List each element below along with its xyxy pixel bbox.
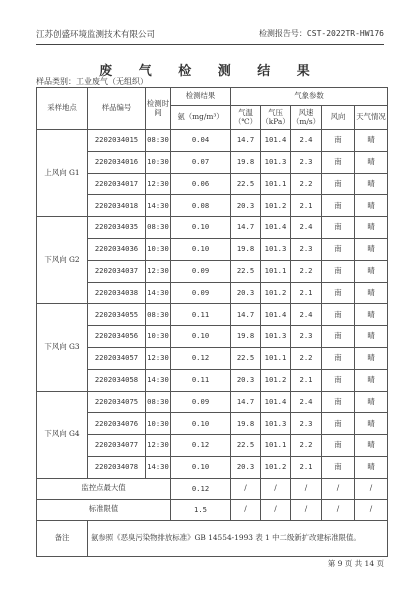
wind-direction: 南 bbox=[322, 260, 355, 282]
wind-speed: 2.3 bbox=[291, 413, 322, 435]
wind-direction: 南 bbox=[322, 282, 355, 304]
table-row bbox=[37, 217, 388, 239]
pressure: 101.1 bbox=[261, 260, 291, 282]
temperature: 22.5 bbox=[231, 173, 261, 195]
table-row bbox=[37, 347, 388, 369]
wind-speed: 2.3 bbox=[291, 238, 322, 260]
table-row bbox=[37, 456, 388, 478]
pressure: 101.3 bbox=[261, 238, 291, 260]
note-text: 氨参照《恶臭污染物排放标准》GB 14554-1993 表 1 中二级新扩改建标准限值。 bbox=[88, 520, 388, 556]
temperature: 20.3 bbox=[231, 282, 261, 304]
sample-time: 12:30 bbox=[146, 435, 171, 457]
wind-direction: 南 bbox=[322, 173, 355, 195]
wind-speed: 2.3 bbox=[291, 151, 322, 173]
wind-speed: 2.4 bbox=[291, 130, 322, 152]
sample-code: 2202034057 bbox=[88, 347, 146, 369]
temperature: 20.3 bbox=[231, 456, 261, 478]
table-row bbox=[37, 413, 388, 435]
wind-direction: 南 bbox=[322, 326, 355, 348]
weather: 晴 bbox=[355, 217, 388, 239]
col-weather-group: 气象参数 bbox=[231, 88, 388, 106]
ammonia-value: 0.10 bbox=[171, 413, 231, 435]
wind-speed: 2.4 bbox=[291, 391, 322, 413]
table-row bbox=[37, 238, 388, 260]
weather: 晴 bbox=[355, 304, 388, 326]
limit-slash: / bbox=[291, 499, 322, 520]
max-label: 监控点最大值 bbox=[37, 478, 171, 499]
temperature: 19.8 bbox=[231, 413, 261, 435]
wind-speed: 2.4 bbox=[291, 217, 322, 239]
wind-speed: 2.3 bbox=[291, 326, 322, 348]
temperature: 19.8 bbox=[231, 238, 261, 260]
max-row bbox=[37, 478, 388, 499]
ammonia-value: 0.11 bbox=[171, 304, 231, 326]
sample-code: 2202034035 bbox=[88, 217, 146, 239]
col-temp: 气温（℃） bbox=[231, 106, 261, 130]
pressure: 101.2 bbox=[261, 282, 291, 304]
wind-direction: 南 bbox=[322, 217, 355, 239]
limit-slash: / bbox=[322, 499, 355, 520]
sample-code: 2202034017 bbox=[88, 173, 146, 195]
ammonia-value: 0.12 bbox=[171, 435, 231, 457]
weather: 晴 bbox=[355, 260, 388, 282]
wind-direction: 南 bbox=[322, 304, 355, 326]
wind-speed: 2.2 bbox=[291, 260, 322, 282]
wind-speed: 2.1 bbox=[291, 195, 322, 217]
sample-time: 08:30 bbox=[146, 130, 171, 152]
col-wind-speed: 风速（m/s） bbox=[291, 106, 322, 130]
weather: 晴 bbox=[355, 413, 388, 435]
ammonia-value: 0.09 bbox=[171, 391, 231, 413]
table-row bbox=[37, 173, 388, 195]
sample-code: 2202034018 bbox=[88, 195, 146, 217]
report-number: 检测报告号：CST-2022TR-HW176 bbox=[258, 29, 384, 38]
wind-speed: 2.1 bbox=[291, 282, 322, 304]
wind-direction: 南 bbox=[322, 369, 355, 391]
sample-code: 2202034075 bbox=[88, 391, 146, 413]
wind-direction: 南 bbox=[322, 456, 355, 478]
col-ammonia: 氨（mg/m³） bbox=[171, 106, 231, 130]
site-cell: 上风向 G1 bbox=[37, 130, 88, 217]
pressure: 101.3 bbox=[261, 413, 291, 435]
company-name: 江苏创盛环境监测技术有限公司 bbox=[36, 30, 156, 40]
note-label: 备注 bbox=[37, 520, 88, 556]
weather: 晴 bbox=[355, 151, 388, 173]
limit-slash: / bbox=[355, 499, 388, 520]
wind-speed: 2.2 bbox=[291, 347, 322, 369]
sample-code: 2202034015 bbox=[88, 130, 146, 152]
pressure: 101.1 bbox=[261, 435, 291, 457]
ammonia-value: 0.10 bbox=[171, 238, 231, 260]
site-cell: 下风向 G4 bbox=[37, 391, 88, 478]
sample-time: 08:30 bbox=[146, 391, 171, 413]
wind-direction: 南 bbox=[322, 347, 355, 369]
sample-code: 2202034078 bbox=[88, 456, 146, 478]
sample-time: 10:30 bbox=[146, 238, 171, 260]
sample-time: 08:30 bbox=[146, 304, 171, 326]
max-value: 0.12 bbox=[171, 478, 231, 499]
temperature: 14.7 bbox=[231, 217, 261, 239]
ammonia-value: 0.06 bbox=[171, 173, 231, 195]
sample-time: 12:30 bbox=[146, 260, 171, 282]
limit-slash: / bbox=[231, 499, 261, 520]
sample-time: 10:30 bbox=[146, 413, 171, 435]
sample-code: 2202034016 bbox=[88, 151, 146, 173]
col-weather: 天气情况 bbox=[355, 106, 388, 130]
weather: 晴 bbox=[355, 282, 388, 304]
col-code: 样品编号 bbox=[88, 88, 146, 130]
weather: 晴 bbox=[355, 326, 388, 348]
sample-time: 10:30 bbox=[146, 151, 171, 173]
ammonia-value: 0.10 bbox=[171, 456, 231, 478]
col-time: 检测时间 bbox=[146, 88, 171, 130]
weather: 晴 bbox=[355, 347, 388, 369]
note-row bbox=[37, 520, 388, 556]
table-row bbox=[37, 282, 388, 304]
ammonia-value: 0.11 bbox=[171, 369, 231, 391]
max-slash: / bbox=[261, 478, 291, 499]
col-wind-dir: 风向 bbox=[322, 106, 355, 130]
sample-time: 08:30 bbox=[146, 217, 171, 239]
sample-code: 2202034038 bbox=[88, 282, 146, 304]
limit-slash: / bbox=[261, 499, 291, 520]
site-cell: 下风向 G3 bbox=[37, 304, 88, 391]
table-row bbox=[37, 435, 388, 457]
header-rule bbox=[36, 44, 384, 45]
pressure: 101.4 bbox=[261, 391, 291, 413]
ammonia-value: 0.10 bbox=[171, 326, 231, 348]
temperature: 20.3 bbox=[231, 369, 261, 391]
col-result-group: 检测结果 bbox=[171, 88, 231, 106]
pressure: 101.3 bbox=[261, 151, 291, 173]
max-slash: / bbox=[231, 478, 261, 499]
pressure: 101.3 bbox=[261, 326, 291, 348]
wind-direction: 南 bbox=[322, 130, 355, 152]
wind-direction: 南 bbox=[322, 238, 355, 260]
ammonia-value: 0.07 bbox=[171, 151, 231, 173]
sample-time: 14:30 bbox=[146, 369, 171, 391]
sample-time: 12:30 bbox=[146, 347, 171, 369]
sample-time: 14:30 bbox=[146, 456, 171, 478]
table-row bbox=[37, 326, 388, 348]
temperature: 19.8 bbox=[231, 326, 261, 348]
temperature: 14.7 bbox=[231, 304, 261, 326]
page-title: 废 气 检 测 结 果 bbox=[99, 64, 321, 79]
weather: 晴 bbox=[355, 391, 388, 413]
weather: 晴 bbox=[355, 369, 388, 391]
sample-time: 14:30 bbox=[146, 195, 171, 217]
page-number: 第 9 页 共 14 页 bbox=[327, 559, 384, 568]
max-slash: / bbox=[355, 478, 388, 499]
max-slash: / bbox=[291, 478, 322, 499]
weather: 晴 bbox=[355, 238, 388, 260]
sample-type: 样品类别：工业废气（无组织） bbox=[36, 77, 148, 86]
wind-speed: 2.4 bbox=[291, 304, 322, 326]
wind-speed: 2.1 bbox=[291, 456, 322, 478]
max-slash: / bbox=[322, 478, 355, 499]
temperature: 22.5 bbox=[231, 347, 261, 369]
wind-direction: 南 bbox=[322, 391, 355, 413]
col-pressure: 气压（kPa） bbox=[261, 106, 291, 130]
weather: 晴 bbox=[355, 195, 388, 217]
sample-code: 2202034036 bbox=[88, 238, 146, 260]
wind-direction: 南 bbox=[322, 151, 355, 173]
temperature: 14.7 bbox=[231, 130, 261, 152]
sample-code: 2202034055 bbox=[88, 304, 146, 326]
table-row bbox=[37, 304, 388, 326]
pressure: 101.4 bbox=[261, 217, 291, 239]
table-row bbox=[37, 195, 388, 217]
pressure: 101.2 bbox=[261, 456, 291, 478]
results-table bbox=[36, 87, 388, 557]
temperature: 22.5 bbox=[231, 260, 261, 282]
sample-code: 2202034077 bbox=[88, 435, 146, 457]
temperature: 20.3 bbox=[231, 195, 261, 217]
sample-code: 2202034037 bbox=[88, 260, 146, 282]
table-row bbox=[37, 260, 388, 282]
table-row bbox=[37, 369, 388, 391]
table-row bbox=[37, 391, 388, 413]
wind-direction: 南 bbox=[322, 413, 355, 435]
ammonia-value: 0.09 bbox=[171, 260, 231, 282]
table-row bbox=[37, 151, 388, 173]
sample-code: 2202034076 bbox=[88, 413, 146, 435]
temperature: 22.5 bbox=[231, 435, 261, 457]
wind-direction: 南 bbox=[322, 435, 355, 457]
sample-code: 2202034058 bbox=[88, 369, 146, 391]
weather: 晴 bbox=[355, 435, 388, 457]
weather: 晴 bbox=[355, 173, 388, 195]
sample-time: 12:30 bbox=[146, 173, 171, 195]
ammonia-value: 0.10 bbox=[171, 217, 231, 239]
site-cell: 下风向 G2 bbox=[37, 217, 88, 304]
ammonia-value: 0.08 bbox=[171, 195, 231, 217]
limit-value: 1.5 bbox=[171, 499, 231, 520]
wind-speed: 2.2 bbox=[291, 435, 322, 457]
limit-row bbox=[37, 499, 388, 520]
sample-time: 14:30 bbox=[146, 282, 171, 304]
ammonia-value: 0.12 bbox=[171, 347, 231, 369]
weather: 晴 bbox=[355, 456, 388, 478]
pressure: 101.4 bbox=[261, 304, 291, 326]
page-header bbox=[36, 28, 384, 42]
sample-code: 2202034056 bbox=[88, 326, 146, 348]
temperature: 19.8 bbox=[231, 151, 261, 173]
sample-time: 10:30 bbox=[146, 326, 171, 348]
pressure: 101.1 bbox=[261, 347, 291, 369]
weather: 晴 bbox=[355, 130, 388, 152]
col-site: 采样地点 bbox=[37, 88, 88, 130]
pressure: 101.4 bbox=[261, 130, 291, 152]
temperature: 14.7 bbox=[231, 391, 261, 413]
pressure: 101.2 bbox=[261, 369, 291, 391]
table-row bbox=[37, 130, 388, 152]
ammonia-value: 0.04 bbox=[171, 130, 231, 152]
wind-speed: 2.2 bbox=[291, 173, 322, 195]
pressure: 101.1 bbox=[261, 173, 291, 195]
limit-label: 标准限值 bbox=[37, 499, 171, 520]
ammonia-value: 0.09 bbox=[171, 282, 231, 304]
wind-speed: 2.1 bbox=[291, 369, 322, 391]
pressure: 101.2 bbox=[261, 195, 291, 217]
wind-direction: 南 bbox=[322, 195, 355, 217]
